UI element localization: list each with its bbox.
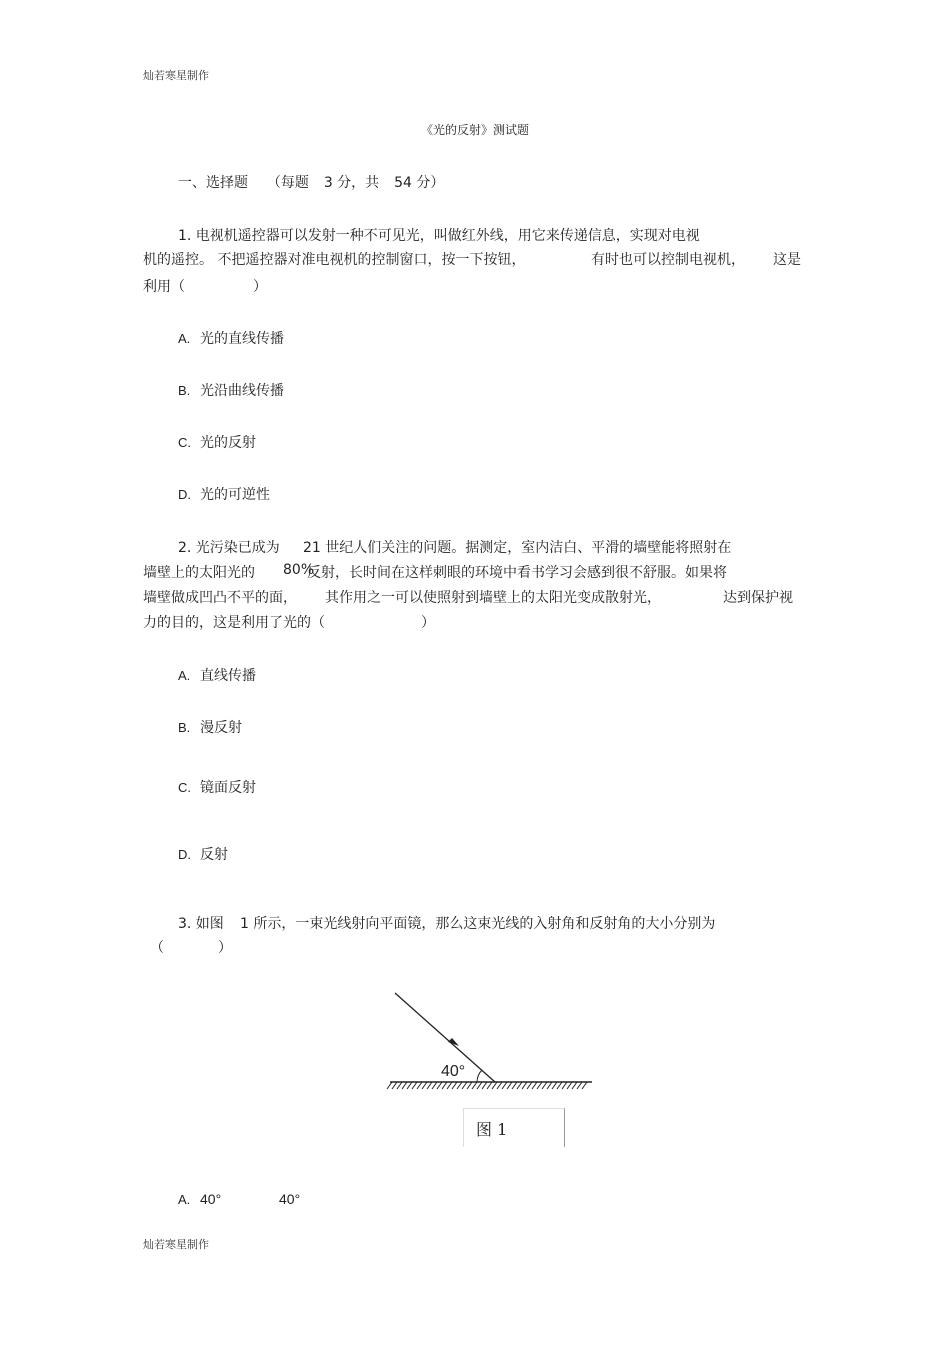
option-text: 漫反射: [200, 720, 242, 736]
option-d: [178, 484, 270, 504]
option-letter: D.: [178, 847, 191, 862]
hatch-line: [552, 1082, 557, 1089]
figure-caption: 图 1: [476, 1120, 508, 1139]
question-line: 2. 光污染已成为: [178, 540, 280, 556]
hatch-line: [527, 1082, 532, 1089]
hatch-line: [417, 1082, 422, 1089]
option-text-2: 40°: [279, 1191, 301, 1207]
hatch-line: [557, 1082, 562, 1089]
hatch-line: [542, 1082, 547, 1089]
hatch-line: [497, 1082, 502, 1089]
hatch-line: [522, 1082, 527, 1089]
hatch-line: [432, 1082, 437, 1089]
question-line: 其作用之一可以使照射到墙壁上的太阳光变成散射光，: [325, 590, 661, 606]
hatch-line: [442, 1082, 447, 1089]
angle-label: 40°: [441, 1063, 466, 1080]
hatch-line: [502, 1082, 507, 1089]
question-line: 1. 电视机遥控器可以发射一种不可见光，叫做红外线，用它来传递信息，实现对电视: [178, 228, 700, 244]
option-letter: A.: [178, 331, 191, 346]
score-total: 54 分）: [394, 175, 445, 191]
question-line: （: [150, 940, 164, 956]
answer-blank: ）: [421, 615, 435, 631]
score-each: 3 分，共: [323, 175, 380, 191]
option-c: [178, 777, 256, 797]
page-footer: 灿若寒星制作: [143, 1238, 209, 1251]
hatch-line: [462, 1082, 467, 1089]
option-text: 反射: [200, 847, 228, 863]
question-line: 这是: [773, 252, 801, 268]
question-line: 3. 如图: [178, 916, 224, 932]
question-line: 墙壁上的太阳光的: [143, 565, 255, 581]
hatch-line: [507, 1082, 512, 1089]
option-letter: C.: [178, 780, 191, 795]
hatch-line: [547, 1082, 552, 1089]
hatch-line: [537, 1082, 542, 1089]
question-line: 达到保护视: [723, 590, 793, 606]
page-header: 灿若寒星制作: [143, 69, 209, 82]
option-b: [178, 717, 242, 737]
section-heading: [178, 172, 444, 192]
hatch-line: [482, 1082, 487, 1089]
hatch-line: [427, 1082, 432, 1089]
score-note: （每题: [266, 175, 309, 191]
hatch-line: [407, 1082, 412, 1089]
option-b: [178, 380, 284, 400]
hatch-line: [397, 1082, 402, 1089]
answer-blank: ）: [218, 940, 232, 956]
option-letter: C.: [178, 435, 191, 450]
hatch-line: [517, 1082, 522, 1089]
hatch-line: [582, 1082, 587, 1089]
option-letter: B.: [178, 720, 191, 735]
mirror-hatching: [387, 1082, 587, 1089]
question-line: 1 所示，一束光线射向平面镜，那么这束光线的入射角和反射角的大小分别为: [240, 916, 716, 932]
figure-caption-box: [463, 1108, 565, 1147]
angle-arc: [477, 1070, 482, 1082]
section-title: 一、选择题: [178, 175, 248, 191]
option-letter: D.: [178, 487, 191, 502]
hatch-line: [512, 1082, 517, 1089]
hatch-line: [457, 1082, 462, 1089]
hatch-line: [472, 1082, 477, 1089]
option-text: 光的可逆性: [200, 487, 270, 503]
question-line: 墙壁做成凹凸不平的面，: [143, 590, 297, 606]
hatch-line: [422, 1082, 427, 1089]
answer-blank: ）: [253, 279, 267, 295]
hatch-line: [562, 1082, 567, 1089]
option-a: [178, 665, 256, 685]
hatch-line: [532, 1082, 537, 1089]
question-line: 反射，长时间在这样刺眼的环境中看书学习会感到很不舒服。如果将: [307, 565, 727, 581]
hatch-line: [452, 1082, 457, 1089]
hatch-line: [412, 1082, 417, 1089]
hatch-line: [447, 1082, 452, 1089]
mirror-diagram: [385, 985, 600, 1095]
question-line: 21 世纪人们关注的问题。据测定，室内洁白、平滑的墙壁能将照射在: [303, 540, 732, 556]
option-letter: A.: [178, 668, 191, 683]
question-line: 有时也可以控制电视机，: [591, 252, 745, 268]
hatch-line: [467, 1082, 472, 1089]
hatch-line: [492, 1082, 497, 1089]
hatch-line: [567, 1082, 572, 1089]
option-text: 40°: [200, 1191, 222, 1207]
option-letter: B.: [178, 383, 191, 398]
option-text: 直线传播: [200, 668, 256, 684]
option-text: 光沿曲线传播: [200, 383, 284, 399]
question-line: 80%: [283, 562, 315, 578]
option-text: 光的直线传播: [200, 331, 284, 347]
option-a: [178, 1191, 221, 1208]
option-text: 光的反射: [200, 435, 256, 451]
option-a: [178, 328, 284, 348]
hatch-line: [437, 1082, 442, 1089]
hatch-line: [392, 1082, 397, 1089]
document-title: 《光的反射》测试题: [420, 123, 529, 137]
hatch-line: [577, 1082, 582, 1089]
hatch-line: [572, 1082, 577, 1089]
hatch-line: [477, 1082, 482, 1089]
option-text: 镜面反射: [200, 780, 256, 796]
option-d: [178, 844, 228, 864]
question-line: 力的目的，这是利用了光的（: [143, 615, 325, 631]
option-letter: A.: [178, 1192, 191, 1207]
hatch-line: [402, 1082, 407, 1089]
question-line: 机的遥控。 不把遥控器对准电视机的控制窗口，按一下按钮，: [143, 252, 526, 268]
option-c: [178, 432, 256, 452]
question-line: 利用（: [143, 279, 185, 295]
hatch-line: [387, 1082, 392, 1089]
hatch-line: [487, 1082, 492, 1089]
